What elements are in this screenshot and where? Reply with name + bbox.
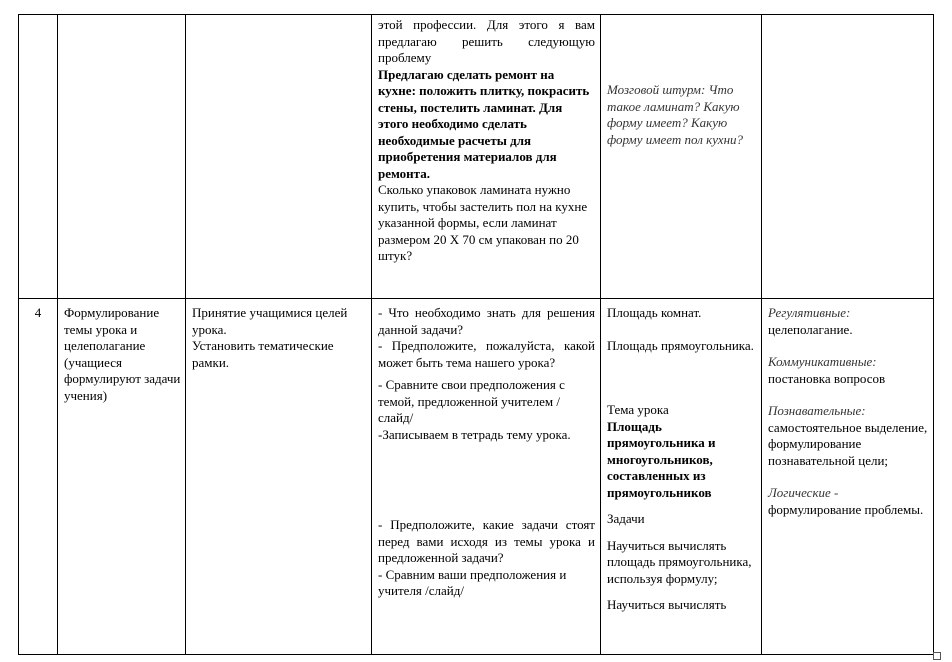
student-a2: Площадь прямоугольника.	[607, 337, 754, 353]
top-teacher-question: Сколько упаковок ламината нужно купить, чтобы застелить пол на кухне указанной формы, если ламинат размером 20 Х 70 см упакован по 20 штук?	[378, 182, 588, 263]
table-border-top	[18, 14, 934, 15]
table-border-bottom	[18, 654, 934, 655]
student-a5: Задачи	[607, 511, 645, 526]
row4-number: 4	[34, 305, 42, 320]
row4-uud-cell	[768, 305, 930, 518]
row4-goal-text: Принятие учащимися целей урока. Установить тематические рамки.	[192, 305, 348, 370]
uud-comm-text: постановка вопросов	[768, 370, 886, 386]
row-divider	[18, 298, 934, 299]
col-divider-5	[761, 14, 762, 655]
uud-reg-text: целеполагание.	[768, 321, 853, 337]
row4-stage-cell	[64, 305, 182, 404]
col-divider-1	[57, 14, 58, 655]
top-teacher-intro: этой профессии. Для этого я вам предлагаю решить следующую проблему	[378, 17, 595, 65]
student-a3: Тема урока	[607, 402, 669, 417]
teacher-q3: - Сравните свои предположения с темой, предложенной учителем /слайд/	[378, 377, 565, 425]
table-border-left	[18, 14, 19, 655]
col-divider-4	[600, 14, 601, 655]
uud-cog-label: Познавательные:	[768, 403, 866, 418]
student-a6: Научиться вычислять площадь прямоугольника, используя формулу;	[607, 537, 752, 586]
teacher-q6: - Сравним ваши предположения и учителя /слайд/	[378, 566, 567, 598]
uud-comm-label: Коммуникативные:	[768, 354, 877, 369]
teacher-q1: - Что необходимо знать для решения данной задачи?	[378, 305, 595, 337]
teacher-q5: - Предположите, какие задачи стоят перед вами исходя из темы урока и предложенной задачи?	[378, 517, 595, 565]
uud-cog-text: самостоятельное выделение, формулирование познавательной цели;	[768, 419, 928, 468]
teacher-q4: -Записываем в тетрадь тему урока.	[378, 426, 571, 442]
top-row-teacher-cell	[378, 17, 595, 265]
table-border-right	[933, 14, 934, 655]
row4-goal-cell	[192, 305, 368, 371]
student-a7: Научиться вычислять	[607, 597, 727, 612]
col-divider-2	[185, 14, 186, 655]
row4-student-cell	[607, 305, 755, 652]
row4-teacher-cell	[378, 305, 595, 600]
uud-log-label: Логические -	[768, 485, 839, 500]
col-divider-3	[371, 14, 372, 655]
top-row-brainstorm-cell	[607, 82, 757, 148]
student-a4: Площадь прямоугольника и многоугольников, составленных из прямоугольников	[607, 418, 716, 500]
teacher-q2: - Предположите, пожалуйста, какой может быть тема нашего урока?	[378, 338, 595, 370]
row4-stage-text: Формулирование темы урока и целеполагание (учащиеся формулируют задачи учения)	[64, 305, 181, 403]
student-a1: Площадь комнат.	[607, 305, 702, 320]
brainstorm-text: Мозговой штурм: Что такое ламинат? Какую форму имеет? Какую форму имеет пол кухни?	[607, 82, 744, 147]
top-teacher-task: Предлагаю сделать ремонт на кухне: положить плитку, покрасить стены, постелить ламинат. Для этого необходимо сделать необходимые расчеты для приобретения материалов для ремонта.	[378, 66, 590, 181]
uud-reg-label: Регулятивные:	[768, 305, 851, 320]
table-resize-handle[interactable]	[933, 652, 941, 660]
uud-log-text: формулирование проблемы.	[768, 501, 924, 517]
